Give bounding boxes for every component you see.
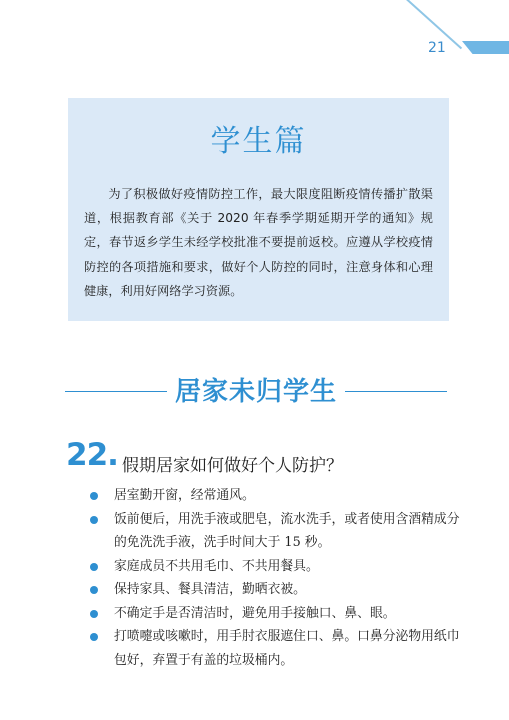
bullet-item — [90, 578, 462, 602]
bullet-dot-icon — [90, 586, 98, 594]
bullet-text: 打喷嚏或咳嗽时，用手肘衣服遮住口、鼻。口鼻分泌物用纸巾包好，弃置于有盖的垃圾桶内。 — [114, 629, 460, 668]
question-number: 22. — [66, 437, 118, 473]
bullet-text: 家庭成员不共用毛巾、不共用餐具。 — [114, 558, 319, 574]
intro-paragraph: 为了积极做好疫情防控工作，最大限度阻断疫情传播扩散渠道，根据教育部《关于 2020 年春季学期延期开学的通知》规定，春节返乡学生未经学校批准不要提前返校。应遵从学校疫情防控的各项措施和要求，做好个人防控的同时，注意身体和心理健康，利用好网络学习资源。 — [84, 187, 433, 298]
bullet-dot-icon — [90, 492, 98, 500]
bullet-dot-icon — [90, 610, 98, 618]
bullet-item — [90, 602, 462, 626]
page-tab-decoration — [462, 41, 509, 54]
bullet-list — [90, 484, 462, 672]
section-divider-left — [65, 391, 167, 392]
bullet-text: 饭前便后，用洗手液或肥皂，流水洗手，或者使用含酒精成分的免洗洗手液，洗手时间大于 15 秒。 — [114, 511, 460, 550]
bullet-dot-icon — [90, 563, 98, 571]
intro-box — [68, 98, 449, 321]
bullet-text: 居室勤开窗，经常通风。 — [114, 488, 255, 503]
bullet-dot-icon — [90, 633, 98, 641]
bullet-item — [90, 625, 462, 672]
bullet-text: 保持家具、餐具清洁，勤晒衣被。 — [114, 582, 306, 597]
bullet-text: 不确定手是否清洁时，避免用手接触口、鼻、眼。 — [114, 605, 396, 621]
page-number: 21 — [428, 40, 446, 56]
question-text: 假期居家如何做好个人防护？ — [122, 456, 343, 476]
intro-title: 学生篇 — [210, 124, 307, 159]
bullet-dot-icon — [90, 516, 98, 524]
bullet-item — [90, 508, 462, 555]
bullet-item — [90, 484, 462, 508]
section-title: 居家未归学生 — [174, 377, 337, 407]
section-divider-right — [345, 391, 447, 392]
bullet-item — [90, 555, 462, 579]
